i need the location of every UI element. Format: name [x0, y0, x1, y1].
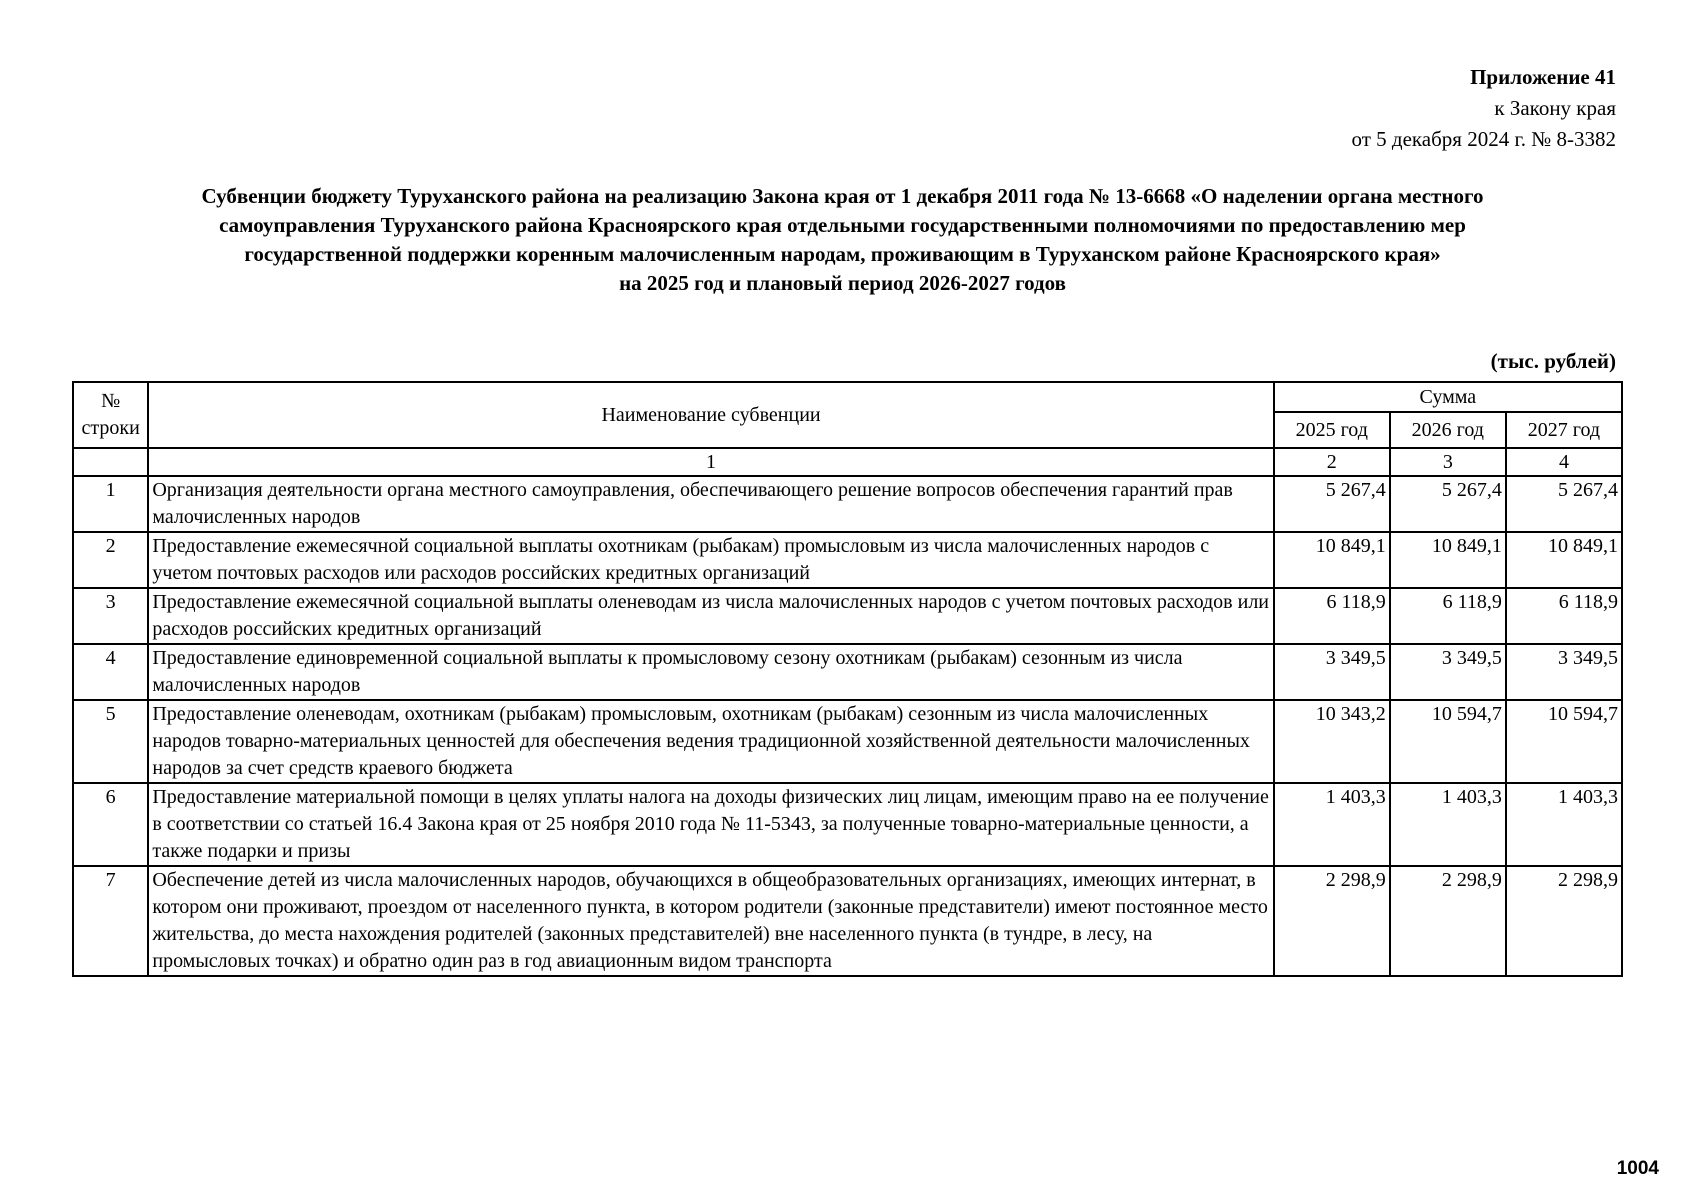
row-value-2027: 5 267,4: [1506, 476, 1622, 532]
row-value-2025: 5 267,4: [1274, 476, 1390, 532]
units-label: (тыс. рублей): [1490, 349, 1616, 373]
table-row: [73, 700, 1622, 783]
title-line-1: Субвенции бюджету Туруханского района на реализацию Закона края от 1 декабря 2011 года № 13-6668 «О наделении органа местного: [201, 184, 1484, 208]
page-number: 1004: [1616, 1158, 1659, 1179]
row-name: Предоставление ежемесячной социальной выплаты охотникам (рыбакам) промысловым из числа малочисленных народов с учетом почтовых расходов или расходов российских кредитных организаций: [148, 532, 1273, 588]
row-number: 6: [73, 783, 148, 866]
row-value-2026: 1 403,3: [1390, 783, 1506, 866]
appendix-number: Приложение 41: [1470, 65, 1616, 89]
header-year-2026: 2026 год: [1390, 412, 1506, 448]
row-value-2027: 3 349,5: [1506, 644, 1622, 700]
document-title: [70, 182, 1615, 298]
header-year-2027: 2027 год: [1506, 412, 1622, 448]
row-value-2026: 2 298,9: [1390, 866, 1506, 976]
row-value-2027: 2 298,9: [1506, 866, 1622, 976]
row-value-2025: 10 849,1: [1274, 532, 1390, 588]
row-value-2025: 6 118,9: [1274, 588, 1390, 644]
row-name: Организация деятельности органа местного самоуправления, обеспечивающего решение вопросов обеспечения гарантий прав малочисленных народов: [148, 476, 1273, 532]
row-name: Предоставление материальной помощи в целях уплаты налога на доходы физических лиц лицам, имеющим право на ее получение в соответствии со статьей 16.4 Закона края от 25 ноября 2010 года № 11-5343, за полученные товарно-материальные ценности, а также подарки и призы: [148, 783, 1273, 866]
row-name: Предоставление единовременной социальной выплаты к промысловому сезону охотникам (рыбакам) сезонным из числа малочисленных народов: [148, 644, 1273, 700]
table-row: [73, 783, 1622, 866]
row-value-2026: 5 267,4: [1390, 476, 1506, 532]
row-value-2025: 3 349,5: [1274, 644, 1390, 700]
row-name: Предоставление оленеводам, охотникам (рыбакам) промысловым, охотникам (рыбакам) сезонным из числа малочисленных народов товарно-материальных ценностей для обеспечения ведения традиционной хозяйственной деятельности малочисленных народов за счет средств краевого бюджета: [148, 700, 1273, 783]
row-value-2026: 10 594,7: [1390, 700, 1506, 783]
row-value-2026: 10 849,1: [1390, 532, 1506, 588]
table-row: [73, 532, 1622, 588]
header-sum: Сумма: [1274, 382, 1622, 412]
row-value-2026: 6 118,9: [1390, 588, 1506, 644]
column-number-3: 3: [1390, 448, 1506, 476]
row-number: 2: [73, 532, 148, 588]
header-year-2025: 2025 год: [1274, 412, 1390, 448]
row-value-2027: 6 118,9: [1506, 588, 1622, 644]
appendix-date-line: от 5 декабря 2024 г. № 8-3382: [1351, 127, 1616, 151]
row-value-2027: 1 403,3: [1506, 783, 1622, 866]
header-row-number: № строки: [73, 382, 148, 448]
title-line-3: государственной поддержки коренным малочисленным народам, проживающим в Туруханском районе Красноярского края»: [244, 242, 1441, 266]
row-number: 5: [73, 700, 148, 783]
row-name: Обеспечение детей из числа малочисленных народов, обучающихся в общеобразовательных организациях, имеющих интернат, в котором они проживают, проездом от населенного пункта, в котором родители (законные представители) имеют постоянное место жительства, до места нахождения родителей (законных представителей) вне населенного пункта (в тундре, в лесу, на промысловых точках) и обратно один раз в год авиационным видом транспорта: [148, 866, 1273, 976]
row-number: 3: [73, 588, 148, 644]
table-row: [73, 476, 1622, 532]
row-value-2025: 10 343,2: [1274, 700, 1390, 783]
row-number: 4: [73, 644, 148, 700]
row-number: 7: [73, 866, 148, 976]
row-number: 1: [73, 476, 148, 532]
column-number-2: 2: [1274, 448, 1390, 476]
row-value-2027: 10 849,1: [1506, 532, 1622, 588]
column-number-4: 4: [1506, 448, 1622, 476]
row-value-2025: 1 403,3: [1274, 783, 1390, 866]
row-value-2025: 2 298,9: [1274, 866, 1390, 976]
column-number-blank: [73, 448, 148, 476]
table-row: [73, 644, 1622, 700]
table-row: [73, 588, 1622, 644]
header-subvention-name: Наименование субвенции: [148, 382, 1273, 448]
row-value-2026: 3 349,5: [1390, 644, 1506, 700]
subventions-table: [72, 381, 1623, 977]
title-line-4: на 2025 год и плановый период 2026-2027 годов: [619, 271, 1066, 295]
row-value-2027: 10 594,7: [1506, 700, 1622, 783]
row-name: Предоставление ежемесячной социальной выплаты оленеводам из числа малочисленных народов с учетом почтовых расходов или расходов российских кредитных организаций: [148, 588, 1273, 644]
table-row: [73, 866, 1622, 976]
appendix-law-line: к Закону края: [1494, 96, 1616, 120]
appendix-header: [1352, 62, 1616, 155]
column-number-1: 1: [148, 448, 1273, 476]
table-header-row: [73, 382, 1622, 412]
title-line-2: самоуправления Туруханского района Красноярского края отдельными государственными полномочиями по предоставлению мер: [219, 213, 1466, 237]
column-number-row: [73, 448, 1622, 476]
